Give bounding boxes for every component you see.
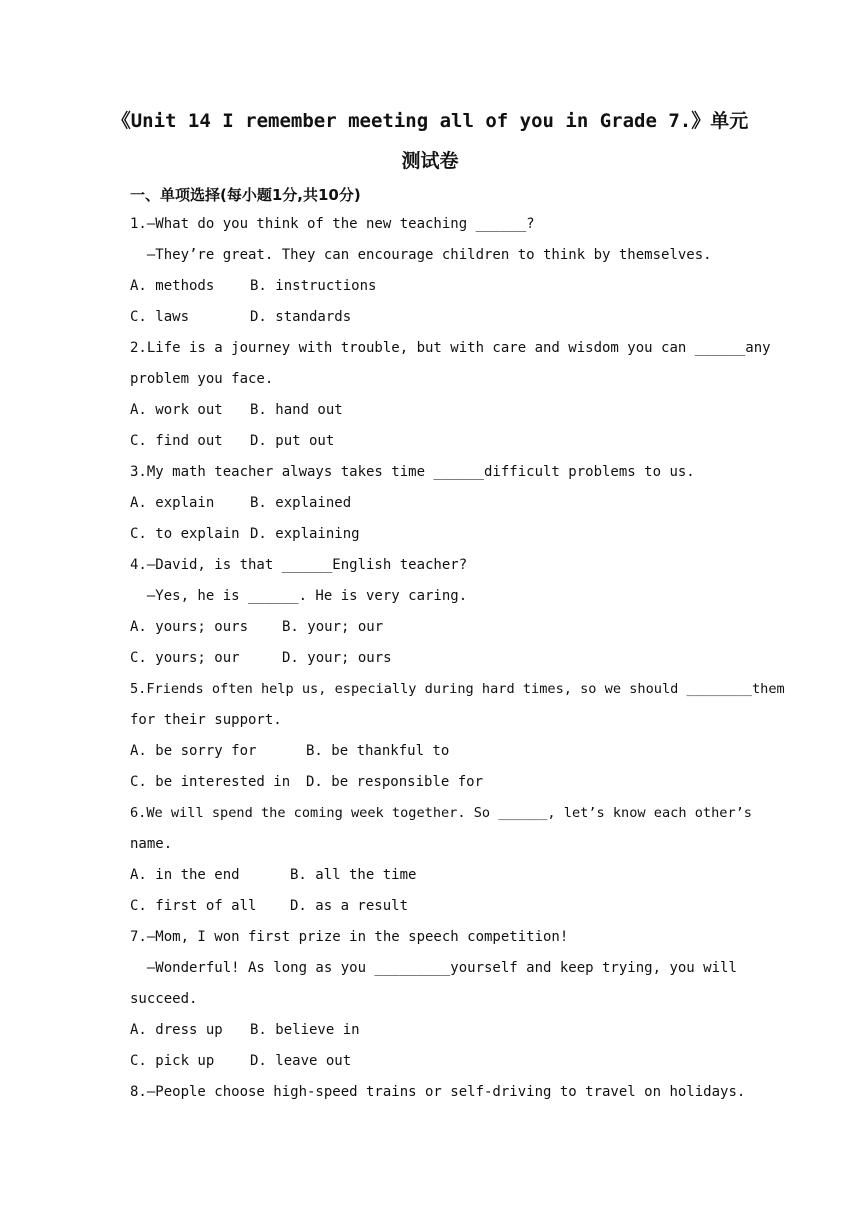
question-6-option-c: C. first of all [130, 898, 257, 914]
question-6-option-a: A. in the end [130, 867, 240, 883]
question-4-option-b: B. your; our [282, 619, 384, 635]
document-title-line-1: 《Unit 14 I remember meeting all of you in Grade 7.》单元 [111, 110, 749, 132]
question-1-line-2: —They’re great. They can encourage children to think by themselves. [130, 247, 712, 263]
question-3-option-b: B. explained [250, 495, 352, 511]
question-2-option-b: B. hand out [250, 402, 343, 418]
question-1-option-a: A. methods [130, 278, 215, 294]
document-title-line-2: 测试卷 [401, 150, 459, 172]
question-4-option-c: C. yours; our [130, 650, 240, 666]
question-3-line-1: 3.My math teacher always takes time ______difficult problems to us. [130, 464, 695, 480]
question-3-option-c: C. to explain [130, 526, 240, 542]
question-3-option-d: D. explaining [250, 526, 360, 542]
question-2-option-c: C. find out [130, 433, 223, 449]
question-5-line-1: 5.Friends often help us, especially during hard times, so we should ________them [130, 681, 785, 697]
question-4-option-d: D. your; ours [282, 650, 392, 666]
question-5-option-c: C. be interested in [130, 774, 291, 790]
question-6-line-2: name. [130, 836, 173, 852]
question-6-option-d: D. as a result [290, 898, 409, 914]
question-1-option-b: B. instructions [250, 278, 377, 294]
question-6-line-1: 6.We will spend the coming week together. So ______, let’s know each other’s [130, 805, 752, 821]
question-7-option-d: D. leave out [250, 1053, 352, 1069]
question-4-line-1: 4.—David, is that ______English teacher? [130, 557, 468, 573]
question-5-option-d: D. be responsible for [306, 774, 484, 790]
question-7-option-a: A. dress up [130, 1022, 223, 1038]
question-3-option-a: A. explain [130, 495, 215, 511]
question-2-option-d: D. put out [250, 433, 335, 449]
question-7-option-c: C. pick up [130, 1053, 215, 1069]
question-5-option-b: B. be thankful to [306, 743, 450, 759]
question-2-line-1: 2.Life is a journey with trouble, but with care and wisdom you can ______any [130, 340, 771, 356]
question-7-line-2: —Wonderful! As long as you _________yourself and keep trying, you will [130, 960, 737, 976]
question-1-line-1: 1.—What do you think of the new teaching ______? [130, 216, 535, 232]
question-7-line-3: succeed. [130, 991, 198, 1007]
question-4-line-2: —Yes, he is ______. He is very caring. [130, 588, 468, 604]
question-4-option-a: A. yours; ours [130, 619, 249, 635]
question-8-line-1: 8.—People choose high-speed trains or self-driving to travel on holidays. [130, 1084, 746, 1100]
question-5-option-a: A. be sorry for [130, 743, 257, 759]
section-heading: 一、单项选择(每小题1分,共10分) [130, 186, 361, 204]
question-1-option-d: D. standards [250, 309, 352, 325]
question-1-option-c: C. laws [130, 309, 190, 325]
question-2-line-2: problem you face. [130, 371, 274, 387]
question-5-line-2: for their support. [130, 712, 282, 728]
question-6-option-b: B. all the time [290, 867, 417, 883]
question-7-option-b: B. believe in [250, 1022, 360, 1038]
question-7-line-1: 7.—Mom, I won first prize in the speech competition! [130, 929, 569, 945]
question-2-option-a: A. work out [130, 402, 223, 418]
